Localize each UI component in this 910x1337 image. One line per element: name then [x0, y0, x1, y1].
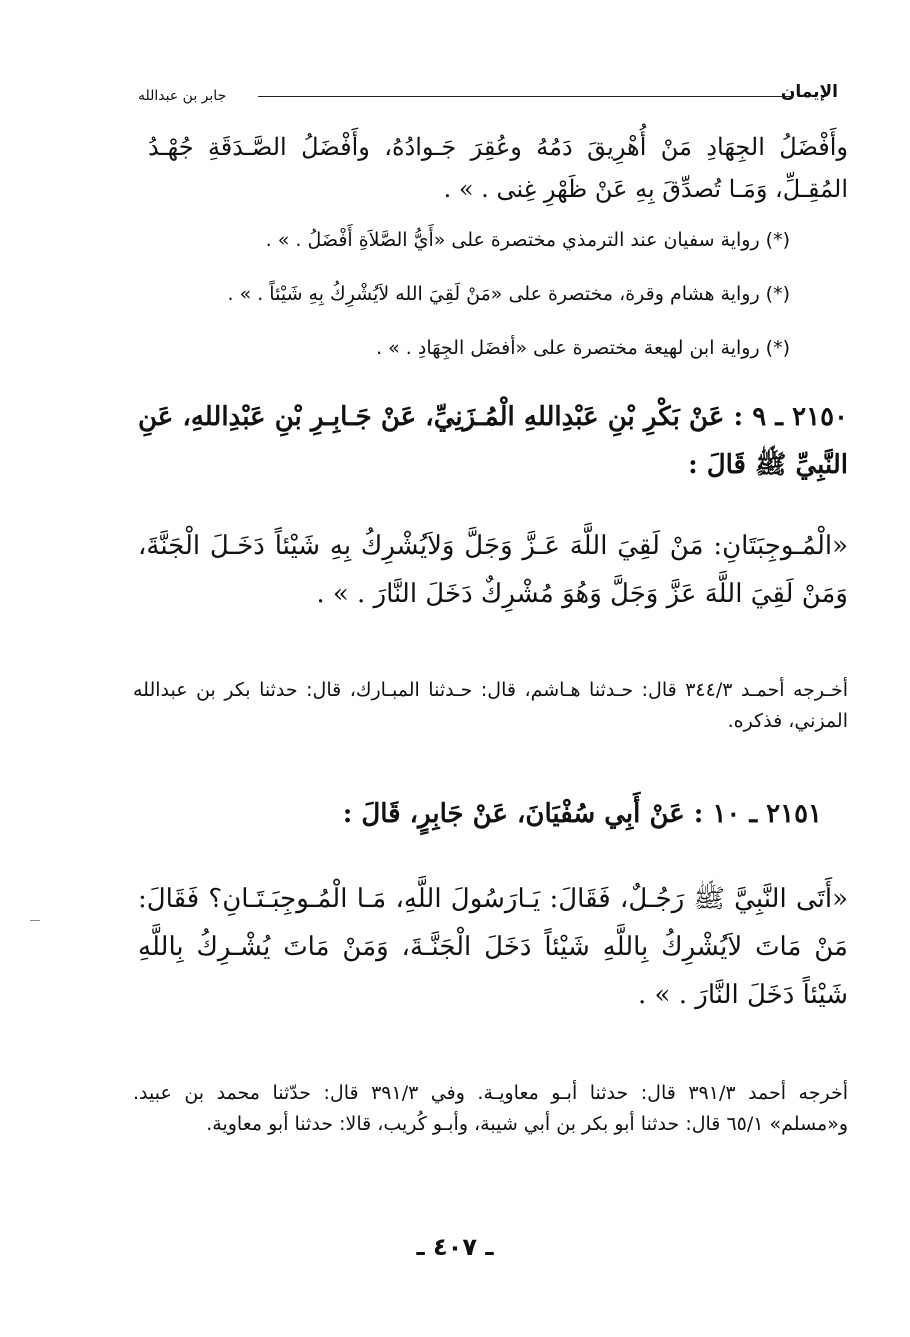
hadith-2150-isnad: [138, 393, 848, 489]
takhrij-text: أخرجه أحمد ٣٩١/٣ قال: حدثنا أبـو معاويـة. وفي ٣٩١/٣ قال: حدّثنا محمد بن عبيد. و«مسلم» ٦٥/١ قال: حدثنا أبو بكر بن أبي شيبة، وأبـو كُريب، قالا: حدثنا أبو معاوية.: [133, 1082, 848, 1136]
hadith-continuation-text: وأَفْضَلُ الجِهَادِ مَنْ أُهْرِيقَ دَمُهُ وعُقِرَ جَـوادُهُ، وأَفْضَلُ الصَّـدَقَةِ جُهْـدُ المُقِـلِّ، وَمَـا تُصدِّقَ بِهِ عَنْ ظَهْرِ غِنى . » .: [148, 133, 848, 203]
hadith-2151-isnad: [162, 790, 822, 838]
hadith-2150-takhrij: [133, 675, 848, 738]
hadith-continuation: [148, 126, 848, 210]
page-number: ـ ٤٠٧ ـ: [416, 1233, 494, 1261]
running-header: [138, 80, 838, 110]
hadith-2151-matn: [138, 875, 848, 1019]
hadith-matn-text: «أَتَى النَّبِيَّ ﷺ رَجُـلٌ، فَقَالَ: يَـارَسُولَ اللَّهِ، مَـا الْمُـوجِبَـتَـانِ؟ فَقَالَ: مَنْ مَاتَ لاَيُشْرِكُ بِاللَّهِ شَيْئاً دَخَلَ الْجَنَّـةَ، وَمَنْ مَاتَ يُشْـرِكُ بِاللَّهِ شَيْئاً دَخَلَ النَّارَ . » .: [138, 884, 848, 1011]
hadith-2150-matn: [138, 522, 848, 618]
narrator-title: جابر بن عبدالله: [138, 88, 227, 104]
riwaya-note-3: [150, 334, 790, 363]
riwaya-text: (*) رواية هشام وقرة، مختصرة على «مَنْ لَقِيَ الله لاَيُشْرِكُ بِهِ شَيْئاً . » .: [227, 283, 790, 305]
hadith-isnad-text: ٢١٥٠ ـ ٩ : عَنْ بَكْرِ بْنِ عَبْدِاللهِ الْمُـزَنِيِّ، عَنْ جَـابِـرِ بْنِ عَبْدِاللهِ، عَنِ النَّبِيِّ ﷺ قَالَ :: [138, 402, 848, 481]
hadith-matn-text: «الْمُـوجِبَتَانِ: مَنْ لَقِيَ اللَّهَ عَـزَّ وَجَلَّ وَلاَيُشْرِكُ بِهِ شَيْئاً دَخَـلَ الْجَنَّةَ، وَمَنْ لَقِيَ اللَّهَ عَزَّ وَجَلَّ وَهُوَ مُشْرِكٌ دَخَلَ النَّارَ . » .: [138, 531, 848, 610]
riwaya-note-2: [150, 280, 790, 309]
riwaya-text: (*) رواية ابن لهيعة مختصرة على «أفضَل الجِهَادِ . » .: [376, 337, 790, 359]
margin-mark: [30, 920, 40, 921]
hadith-isnad-text: ٢١٥١ ـ ١٠ : عَنْ أَبِي سُفْيَانَ، عَنْ جَابِرٍ، قَالَ :: [342, 799, 822, 829]
takhrij-text: أخـرجه أحمـد ٣٤٤/٣ قال: حـدثنا هـاشم، قال: حـدثنا المبـارك، قال: حدثنا بكر بن عبدالله المزني، فذكره.: [133, 679, 849, 733]
hadith-2151-takhrij: [133, 1078, 848, 1141]
riwaya-note-1: [150, 226, 790, 255]
header-rule: [258, 96, 793, 97]
chapter-title: الإيمان: [780, 82, 838, 102]
riwaya-text: (*) رواية سفيان عند الترمذي مختصرة على «أَيُّ الصَّلاَةِ أَفْضَلُ . » .: [265, 229, 790, 251]
